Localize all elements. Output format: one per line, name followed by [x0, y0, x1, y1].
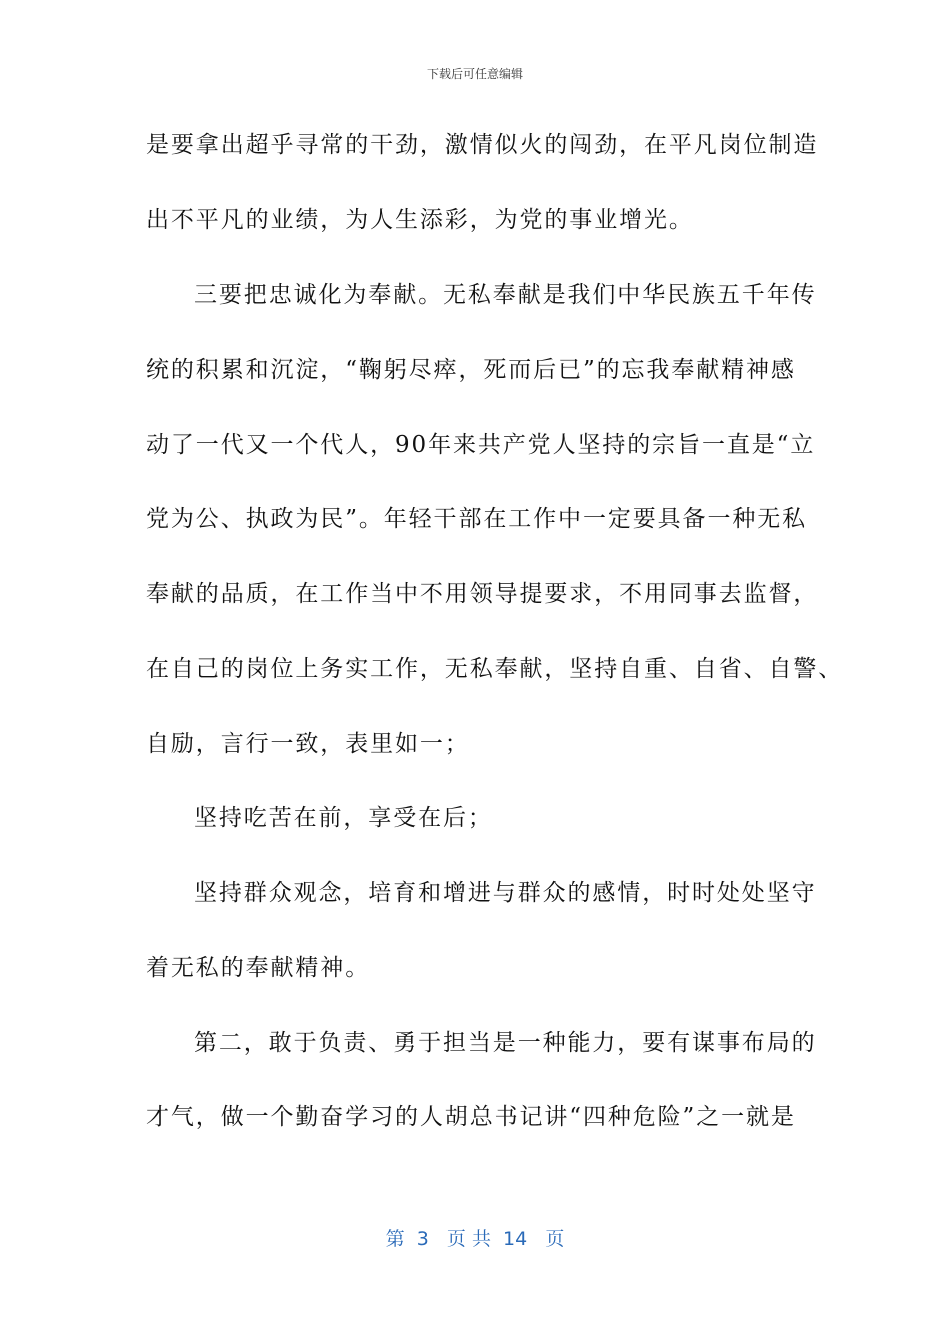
- body-line-8: 在自己的岗位上务实工作，无私奉献，坚持自重、自省、自警、: [146, 656, 844, 682]
- body-line-3: 三要把忠诚化为奉献。无私奉献是我们中华民族五千年传: [194, 282, 817, 308]
- body-line-6: 党为公、执政为民”。年轻干部在工作中一定要具备一种无私: [146, 506, 808, 532]
- page-number-footer: 第 3 页 共 14 页: [385, 1228, 565, 1250]
- page-header: 下载后可任意编辑: [426, 67, 523, 81]
- body-line-11: 坚持群众观念，培育和增进与群众的感情，时时处处坚守: [194, 880, 817, 906]
- body-line-7: 奉献的品质，在工作当中不用领导提要求，不用同事去监督，: [146, 581, 819, 607]
- body-line-4: 统的积累和沉淀，“鞠躬尽瘁，死而后已”的忘我奉献精神感: [146, 357, 796, 383]
- body-line-9: 自励，言行一致，表里如一；: [146, 731, 470, 757]
- body-line-1: 是要拿出超乎寻常的干劲，激情似火的闯劲，在平凡岗位制造: [146, 132, 819, 158]
- body-line-5: 动了一代又一个代人，90年来共产党人坚持的宗旨一直是“立: [146, 432, 816, 458]
- body-line-2: 出不平凡的业绩，为人生添彩，为党的事业增光。: [146, 207, 694, 233]
- body-line-10: 坚持吃苦在前，享受在后；: [194, 805, 493, 831]
- body-line-12: 着无私的奉献精神。: [146, 955, 371, 981]
- body-line-14: 才气，做一个勤奋学习的人胡总书记讲“四种危险”之一就是: [146, 1104, 796, 1130]
- body-line-13: 第二，敢于负责、勇于担当是一种能力，要有谋事布局的: [194, 1030, 817, 1056]
